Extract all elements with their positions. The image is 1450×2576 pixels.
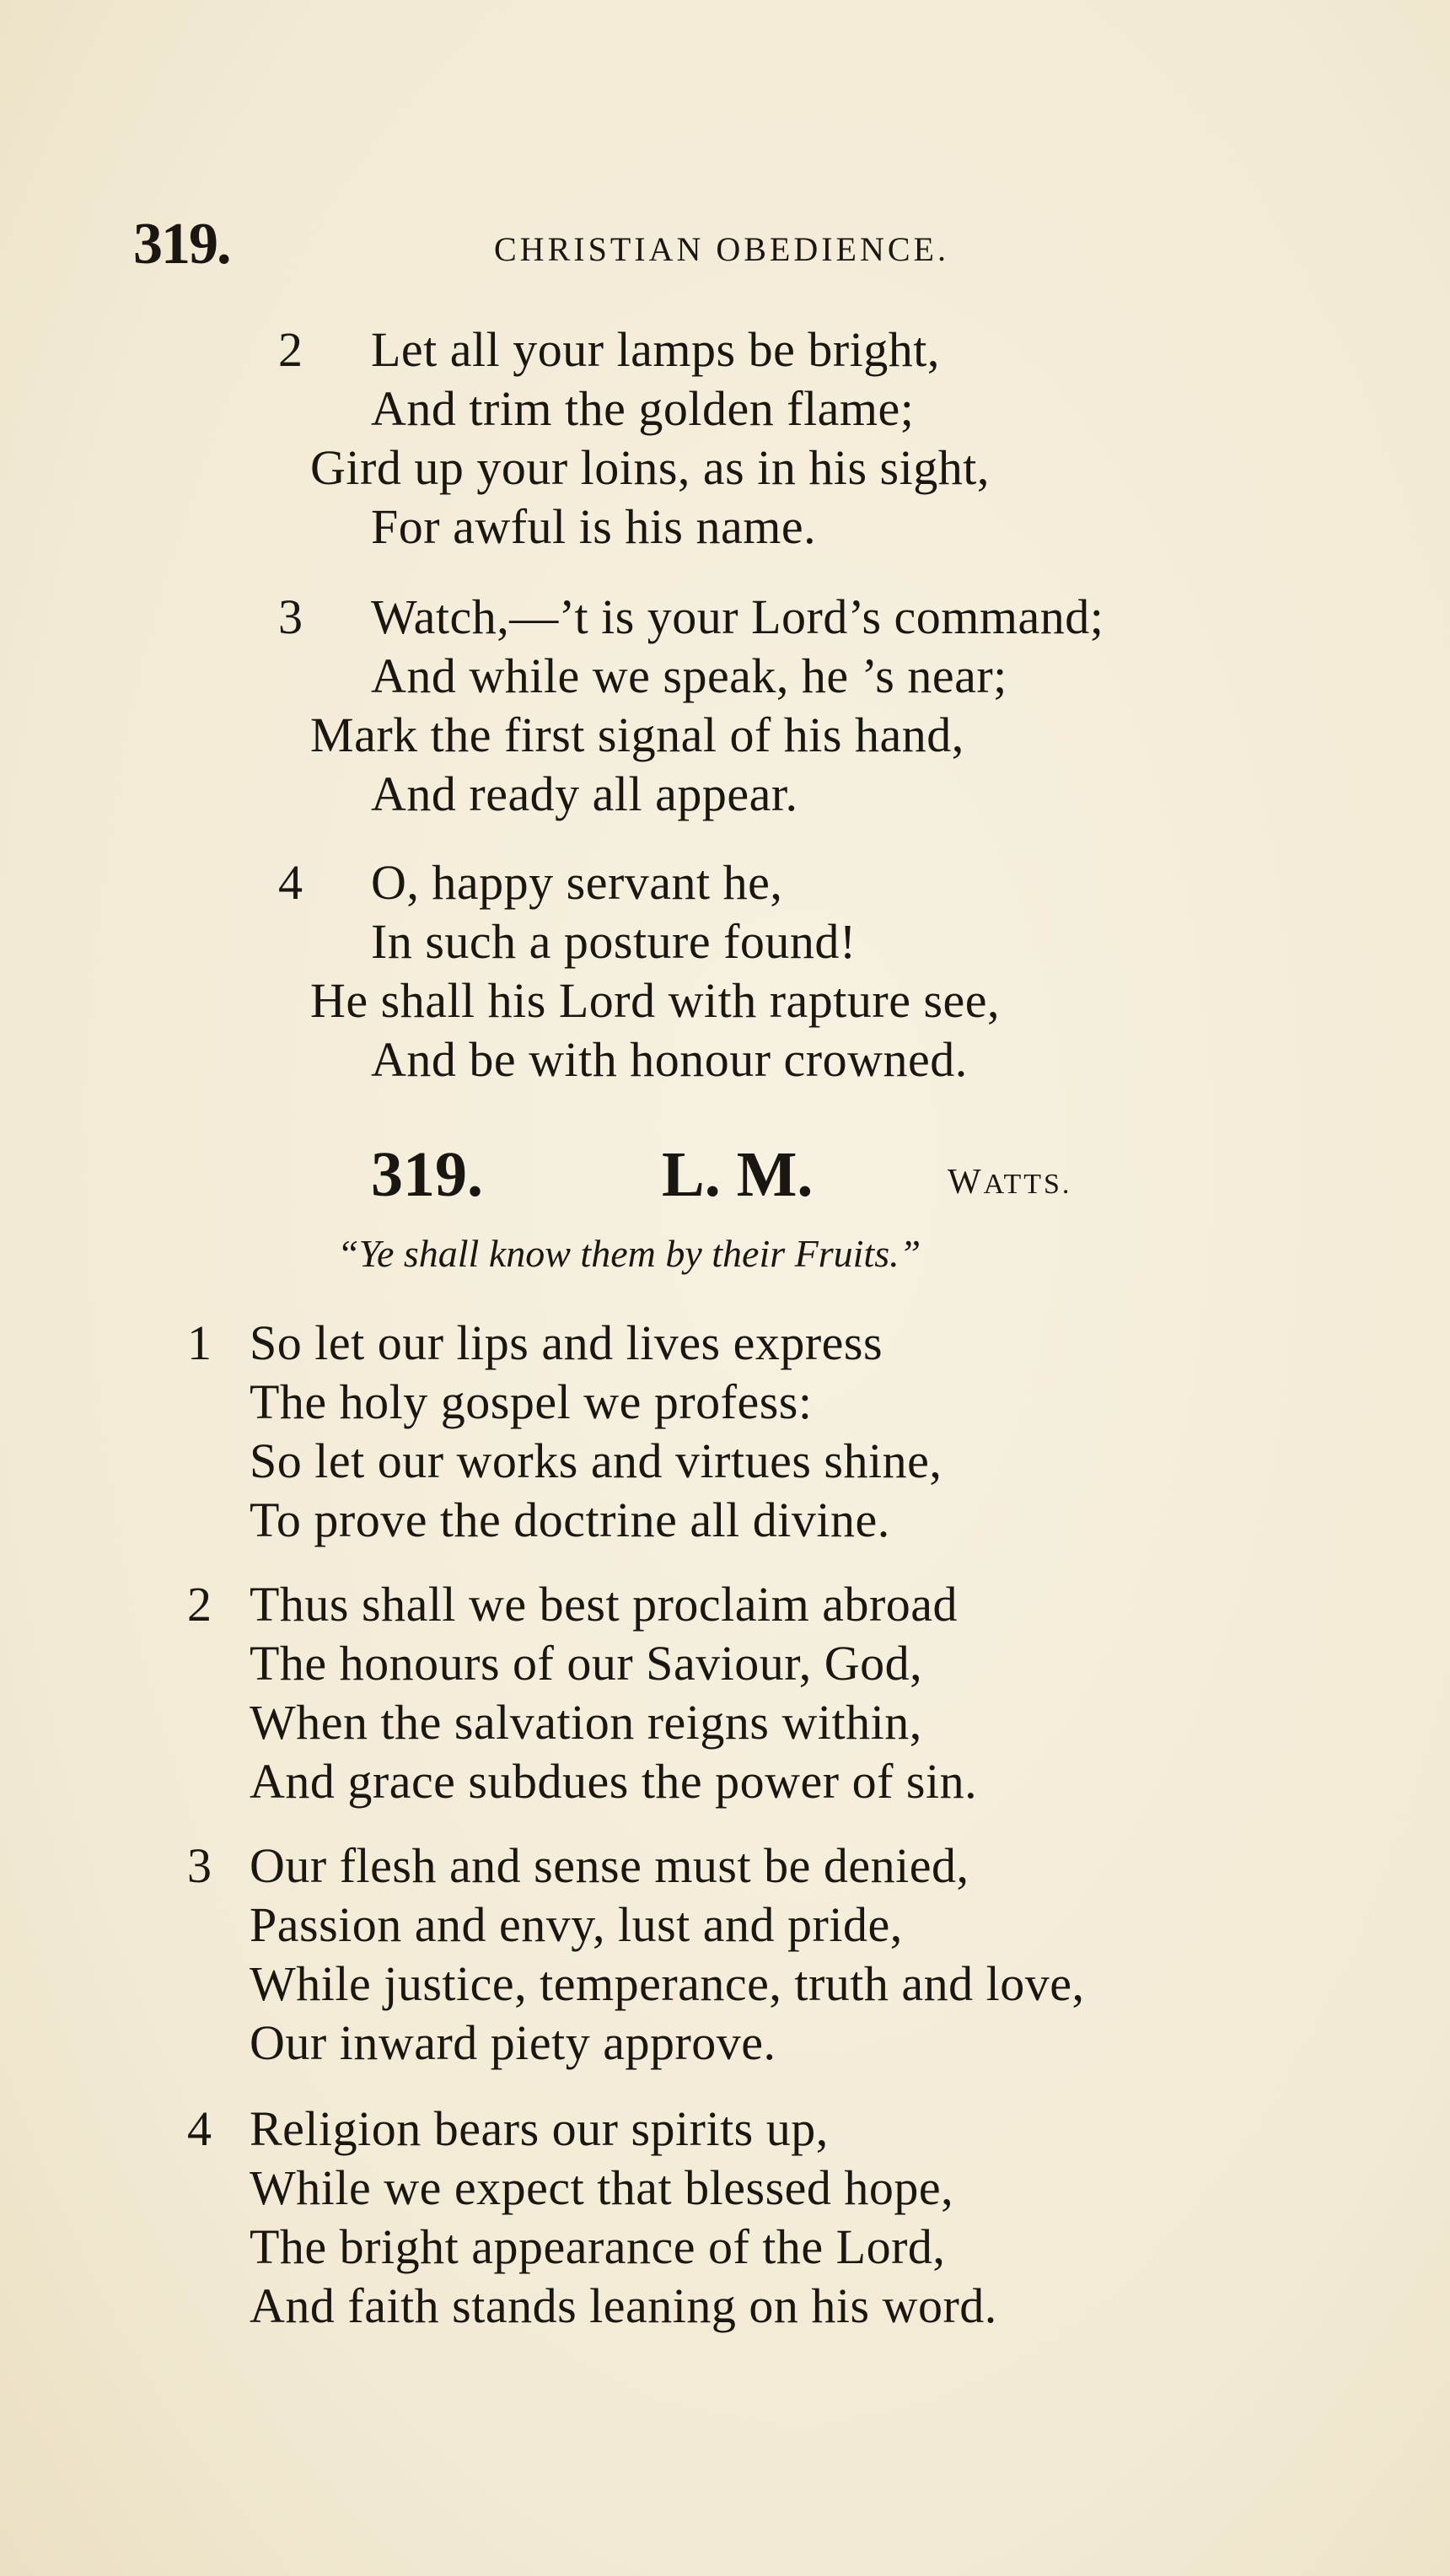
verse-line: When the salvation reigns within,	[250, 1695, 922, 1750]
verse-line: Gird up your loins, as in his sight,	[310, 440, 990, 495]
verse-line: Religion bears our spirits up,	[250, 2101, 829, 2156]
verse-line: O, happy servant he,	[371, 855, 783, 910]
hymn-subtitle: “Ye shall know them by their Fruits.”	[337, 1232, 921, 1275]
stanza-number: 2	[278, 322, 303, 377]
verse-line: He shall his Lord with rapture see,	[310, 973, 1001, 1028]
verse-line: The honours of our Saviour, God,	[250, 1636, 923, 1691]
verse-line: So let our works and virtues shine,	[250, 1433, 943, 1488]
hymn-meter: L. M.	[662, 1139, 814, 1210]
verse-line: And trim the golden flame;	[371, 381, 915, 436]
stanza-number: 1	[187, 1315, 212, 1370]
verse-line: The holy gospel we profess:	[250, 1374, 813, 1429]
verse-line: Thus shall we best proclaim abroad	[250, 1577, 959, 1632]
verse-line: To prove the doctrine all divine.	[250, 1492, 890, 1547]
verse-line: Let all your lamps be bright,	[371, 322, 940, 377]
running-title: CHRISTIAN OBEDIENCE.	[494, 230, 949, 268]
verse-line: Our inward piety approve.	[250, 2015, 776, 2070]
verse-line: And while we speak, he ’s near;	[371, 648, 1007, 703]
verse-line: And ready all appear.	[371, 766, 798, 821]
verse-line: In such a posture found!	[371, 914, 857, 969]
verse-line: While justice, temperance, truth and love,	[250, 1956, 1085, 2011]
hymn-heading	[371, 1138, 1130, 1214]
verse-line: The bright appearance of the Lord,	[250, 2219, 946, 2274]
verse-line: Our flesh and sense must be denied,	[250, 1838, 969, 1893]
stanza-number: 2	[187, 1577, 212, 1632]
verse-line: For awful is his name.	[371, 499, 817, 554]
page-header	[133, 211, 1313, 278]
verse-line: So let our lips and lives express	[250, 1315, 883, 1370]
verse-line: While we expect that blessed hope,	[250, 2160, 954, 2215]
stanza-number: 3	[278, 589, 303, 644]
stanza-number: 4	[278, 855, 303, 910]
verse-line: Mark the first signal of his hand,	[310, 707, 964, 762]
stanza-number: 3	[187, 1838, 212, 1893]
page-number: 319.	[133, 212, 230, 277]
author-initial: W	[948, 1163, 984, 1202]
verse-line: Watch,—’t is your Lord’s command;	[371, 589, 1104, 644]
hymn-number: 319.	[371, 1139, 483, 1210]
verse-line: Passion and envy, lust and pride,	[250, 1897, 903, 1952]
author-rest: ATTS.	[983, 1169, 1072, 1200]
verse-line: And faith stands leaning on his word.	[250, 2278, 997, 2333]
verse-line: And grace subdues the power of sin.	[250, 1754, 978, 1809]
hymn-author	[948, 1162, 1071, 1202]
verse-line: And be with honour crowned.	[371, 1032, 968, 1087]
stanza-number: 4	[187, 2101, 212, 2156]
